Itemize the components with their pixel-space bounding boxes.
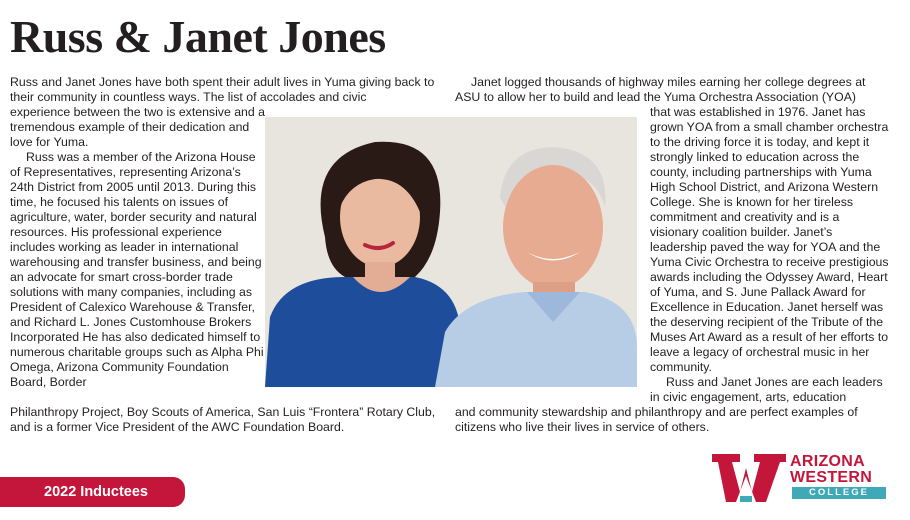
right-intro-text: Janet logged thousands of highway miles earning her college degrees at ASU to allow her to build and lead the Yuma Orchestra Association (YOA) — [455, 75, 866, 104]
left-closing-text: Philanthropy Project, Boy Scouts of America, San Luis “Frontera” Rotary Club, and is a former Vice President of the AWC Foundation Board. — [10, 405, 436, 434]
logo-text-arizona: ARIZONA — [790, 453, 865, 470]
left-column-intro — [10, 75, 440, 105]
left-intro-text: Russ and Janet Jones have both spent their adult lives in Yuma giving back to their community in countless ways. The list of accolades and civic — [10, 75, 435, 104]
right-column-closing — [455, 405, 885, 435]
left-column-closing — [10, 405, 440, 435]
awc-logo — [710, 450, 890, 505]
awc-logo-mark-icon — [710, 452, 788, 504]
logo-text-western: WESTERN — [790, 469, 873, 486]
page-title: Russ & Janet Jones — [10, 11, 386, 62]
right-closing-text: and community stewardship and philanthropy and are perfect examples of citizens who live their lives in service of others. — [455, 405, 858, 434]
left-paragraph-2: Russ was a member of the Arizona House of Representatives, representing Arizona’s 24th District from 2005 until 2013. During this time, he focused his talents on issues of agriculture, water, border security and natural resources. His professional experience includes working as leader in international warehousing and transfer business, and being an advocate for smart cross-border trade solutions with many companies, including as President of Calexico Warehouse & Transfer, and Richard L. Jones Customhouse Brokers Incorporated He has also dedicated himself to numerous charitable groups such as Alpha Phi Omega, Arizona Community Foundation Board, Border — [10, 150, 264, 389]
right-paragraph-1: that was established in 1976. Janet has grown YOA from a small chamber orchestra to the driving force it is today, and kept it strongly linked to education across the county, including partnerships with Yuma High School District, and Arizona Western College. She is known for her tireless commitment and creativity and is a visionary coalition builder. Janet’s leadership paved the way for YOA and the Yuma Civic Orchestra to receive prestigious awards including the Odyssey Award, Heart of Yuma, and S. June Pallack Award for Excellence in Education. Janet herself was the deserving recipient of the Tribute of the Muses Art Award as a result of her efforts to leave a legacy of orchestral music in her community. — [650, 105, 889, 374]
portrait-illustration — [265, 117, 637, 387]
portrait-photo — [265, 117, 637, 387]
logo-text-college: COLLEGE — [792, 487, 886, 499]
left-column-wrapped — [10, 105, 265, 390]
right-paragraph-2: Russ and Janet Jones are each leaders in civic engagement, arts, education — [650, 375, 883, 404]
right-column-wrapped — [650, 105, 890, 405]
right-column-intro — [455, 75, 885, 105]
inductees-badge: 2022 Inductees — [0, 477, 185, 507]
left-paragraph-1: experience between the two is extensive and a tremendous example of their dedication and love for Yuma. — [10, 105, 265, 149]
